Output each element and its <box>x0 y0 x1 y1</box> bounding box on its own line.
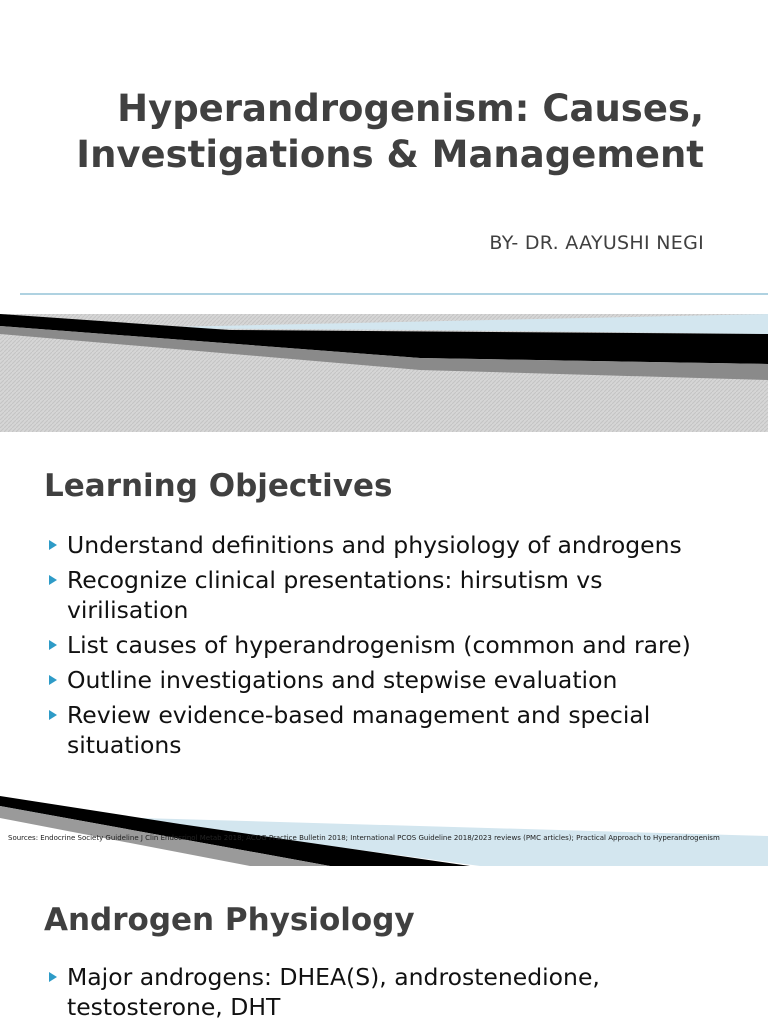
list-item: Major androgens: DHEA(S), androstenedione, testosterone, DHT <box>46 962 728 1022</box>
bullet-triangle-icon <box>49 640 57 650</box>
objectives-list <box>46 530 728 765</box>
title-slide <box>0 0 768 432</box>
list-item: List causes of hyperandrogenism (common and rare) <box>46 630 728 660</box>
bullet-triangle-icon <box>49 540 57 550</box>
slide-heading: Androgen Physiology <box>44 902 415 938</box>
list-item: Review evidence-based management and special situations <box>46 700 728 760</box>
presentation-title: Hyperandrogenism: Causes, Investigations & Management <box>76 87 704 176</box>
footer-decorative-band <box>0 796 768 866</box>
bullet-triangle-icon <box>49 675 57 685</box>
bullet-triangle-icon <box>49 710 57 720</box>
learning-objectives-slide <box>0 432 768 866</box>
list-item: Recognize clinical presentations: hirsutism vs virilisation <box>46 565 728 625</box>
sources-note: Sources: Endocrine Society Guideline J Clin Endocrinol Metab 2018; ACOG Practice Bulletin 2018; International PCOS Guideline 2018/2023 reviews (PMC articles); Practical Approach to Hyperandrogenism <box>8 834 720 842</box>
list-item: Understand definitions and physiology of androgens <box>46 530 728 560</box>
androgen-physiology-slide <box>0 866 768 1024</box>
bullet-triangle-icon <box>49 575 57 585</box>
bullet-triangle-icon <box>49 972 57 982</box>
slide-heading: Learning Objectives <box>44 468 393 504</box>
title-decorative-band <box>0 288 768 432</box>
list-item: Outline investigations and stepwise evaluation <box>46 665 728 695</box>
physiology-list <box>46 962 728 1024</box>
presentation-author: BY- DR. AAYUSHI NEGI <box>489 232 704 254</box>
